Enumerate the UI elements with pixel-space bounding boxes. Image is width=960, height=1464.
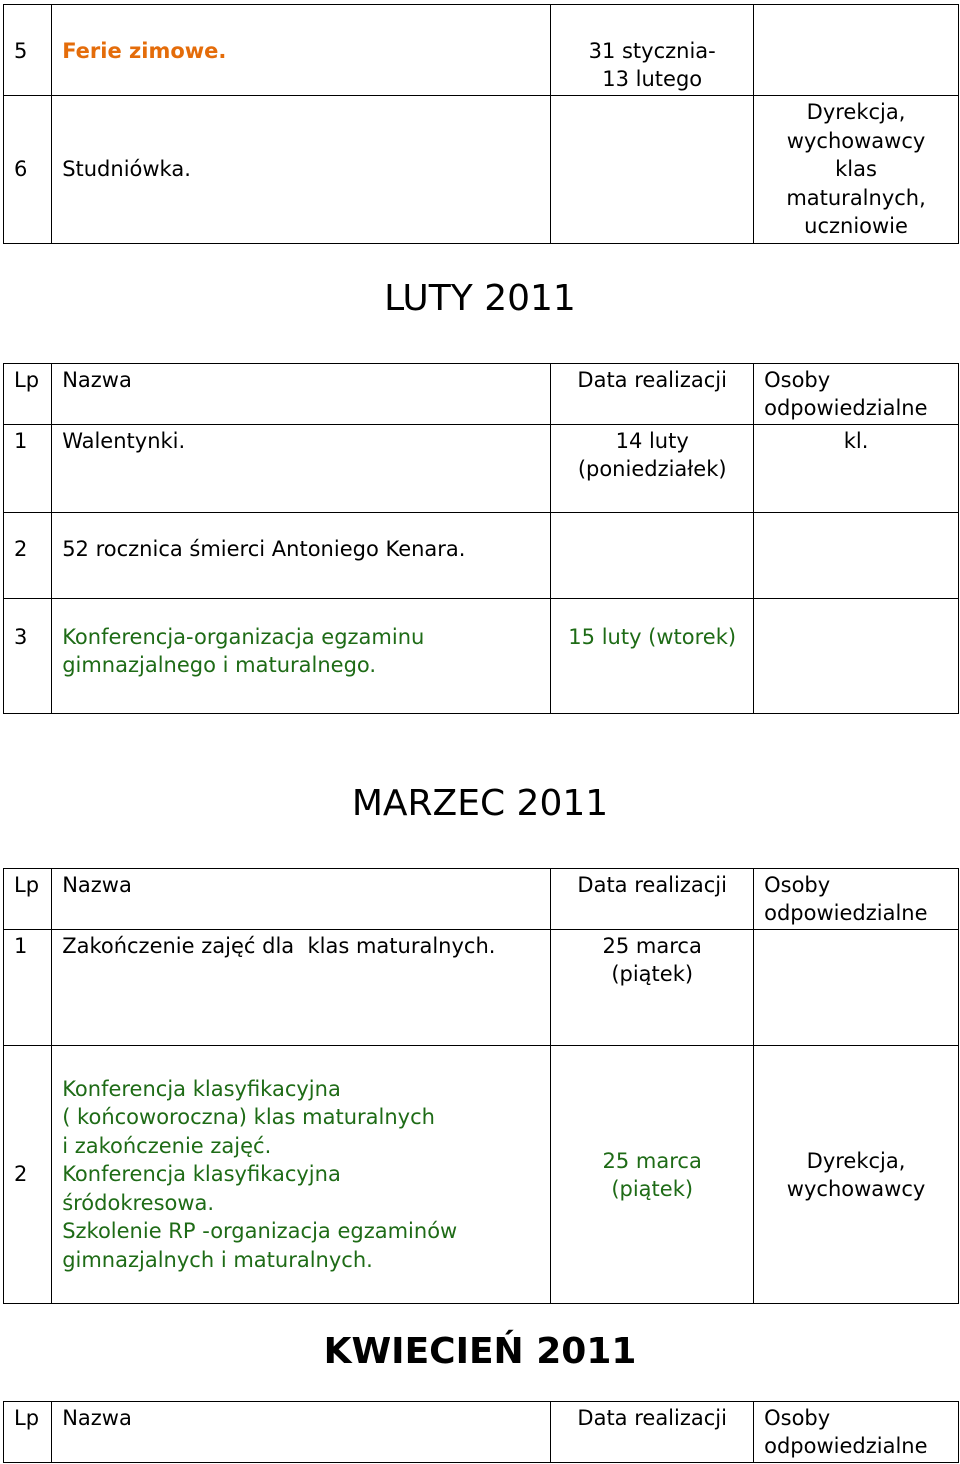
header-date: Data realizacji xyxy=(551,1402,754,1463)
header-date: Data realizacji xyxy=(551,869,754,930)
table-row xyxy=(4,425,959,513)
header-date: Data realizacji xyxy=(551,364,754,425)
event-name-cell: Walentynki. xyxy=(52,425,551,513)
date-cell: 15 luty (wtorek) xyxy=(551,599,754,714)
header-name: Nazwa xyxy=(52,1402,551,1463)
date-cell xyxy=(551,513,754,599)
month-heading-kwiecien: KWIECIEŃ 2011 xyxy=(323,1331,637,1372)
lp-cell: 2 xyxy=(4,1046,52,1304)
table-row xyxy=(4,96,959,244)
event-name-cell: Konferencja-organizacja egzaminu gimnazjalnego i maturalnego. xyxy=(52,599,551,714)
date-cell: 14 luty (poniedziałek) xyxy=(551,425,754,513)
header-responsible: Osoby odpowiedzialne xyxy=(754,364,959,425)
date-cell xyxy=(551,96,754,244)
table-header-row xyxy=(4,364,959,425)
event-name-cell: Studniówka. xyxy=(52,96,551,244)
responsible-cell: Dyrekcja, wychowawcy klas maturalnych, uczniowie xyxy=(754,96,959,244)
date-cell: 25 marca (piątek) xyxy=(551,930,754,1046)
responsible-cell xyxy=(754,599,959,714)
event-name-cell: Zakończenie zajęć dla klas maturalnych. xyxy=(52,930,551,1046)
responsible-cell xyxy=(754,513,959,599)
header-lp: Lp xyxy=(4,364,52,425)
table-row xyxy=(4,930,959,1046)
responsible-cell xyxy=(754,5,959,96)
responsible-cell: kl. xyxy=(754,425,959,513)
header-responsible: Osoby odpowiedzialne xyxy=(754,869,959,930)
responsible-cell: Dyrekcja, wychowawcy xyxy=(754,1046,959,1304)
header-responsible: Osoby odpowiedzialne xyxy=(754,1402,959,1463)
header-name: Nazwa xyxy=(52,364,551,425)
lp-cell: 1 xyxy=(4,930,52,1046)
header-name: Nazwa xyxy=(52,869,551,930)
month-heading-marzec: MARZEC 2011 xyxy=(351,783,609,824)
marzec-table xyxy=(3,868,959,1304)
table-row xyxy=(4,599,959,714)
kwiecien-table xyxy=(3,1401,959,1463)
table-header-row xyxy=(4,869,959,930)
table-row xyxy=(4,1046,959,1304)
lp-cell: 5 xyxy=(4,5,52,96)
lp-cell: 6 xyxy=(4,96,52,244)
event-name-cell: Konferencja klasyfikacyjna ( końcoworoczna) klas maturalnych i zakończenie zajęć. Konferencja klasyfikacyjna śródokresowa. Szkolenie RP -organizacja egzaminów gimnazjalnych i maturalnych. xyxy=(52,1046,551,1304)
date-cell: 31 stycznia- 13 lutego xyxy=(551,5,754,96)
january-table-continuation xyxy=(3,4,959,244)
table-row xyxy=(4,513,959,599)
event-name-cell: 52 rocznica śmierci Antoniego Kenara. xyxy=(52,513,551,599)
header-lp: Lp xyxy=(4,869,52,930)
lp-cell: 2 xyxy=(4,513,52,599)
lp-cell: 3 xyxy=(4,599,52,714)
responsible-cell xyxy=(754,930,959,1046)
luty-table xyxy=(3,363,959,714)
month-heading-luty: LUTY 2011 xyxy=(384,278,576,319)
table-header-row xyxy=(4,1402,959,1463)
header-lp: Lp xyxy=(4,1402,52,1463)
table-row xyxy=(4,5,959,96)
lp-cell: 1 xyxy=(4,425,52,513)
event-name-cell: Ferie zimowe. xyxy=(52,5,551,96)
date-cell: 25 marca (piątek) xyxy=(551,1046,754,1304)
